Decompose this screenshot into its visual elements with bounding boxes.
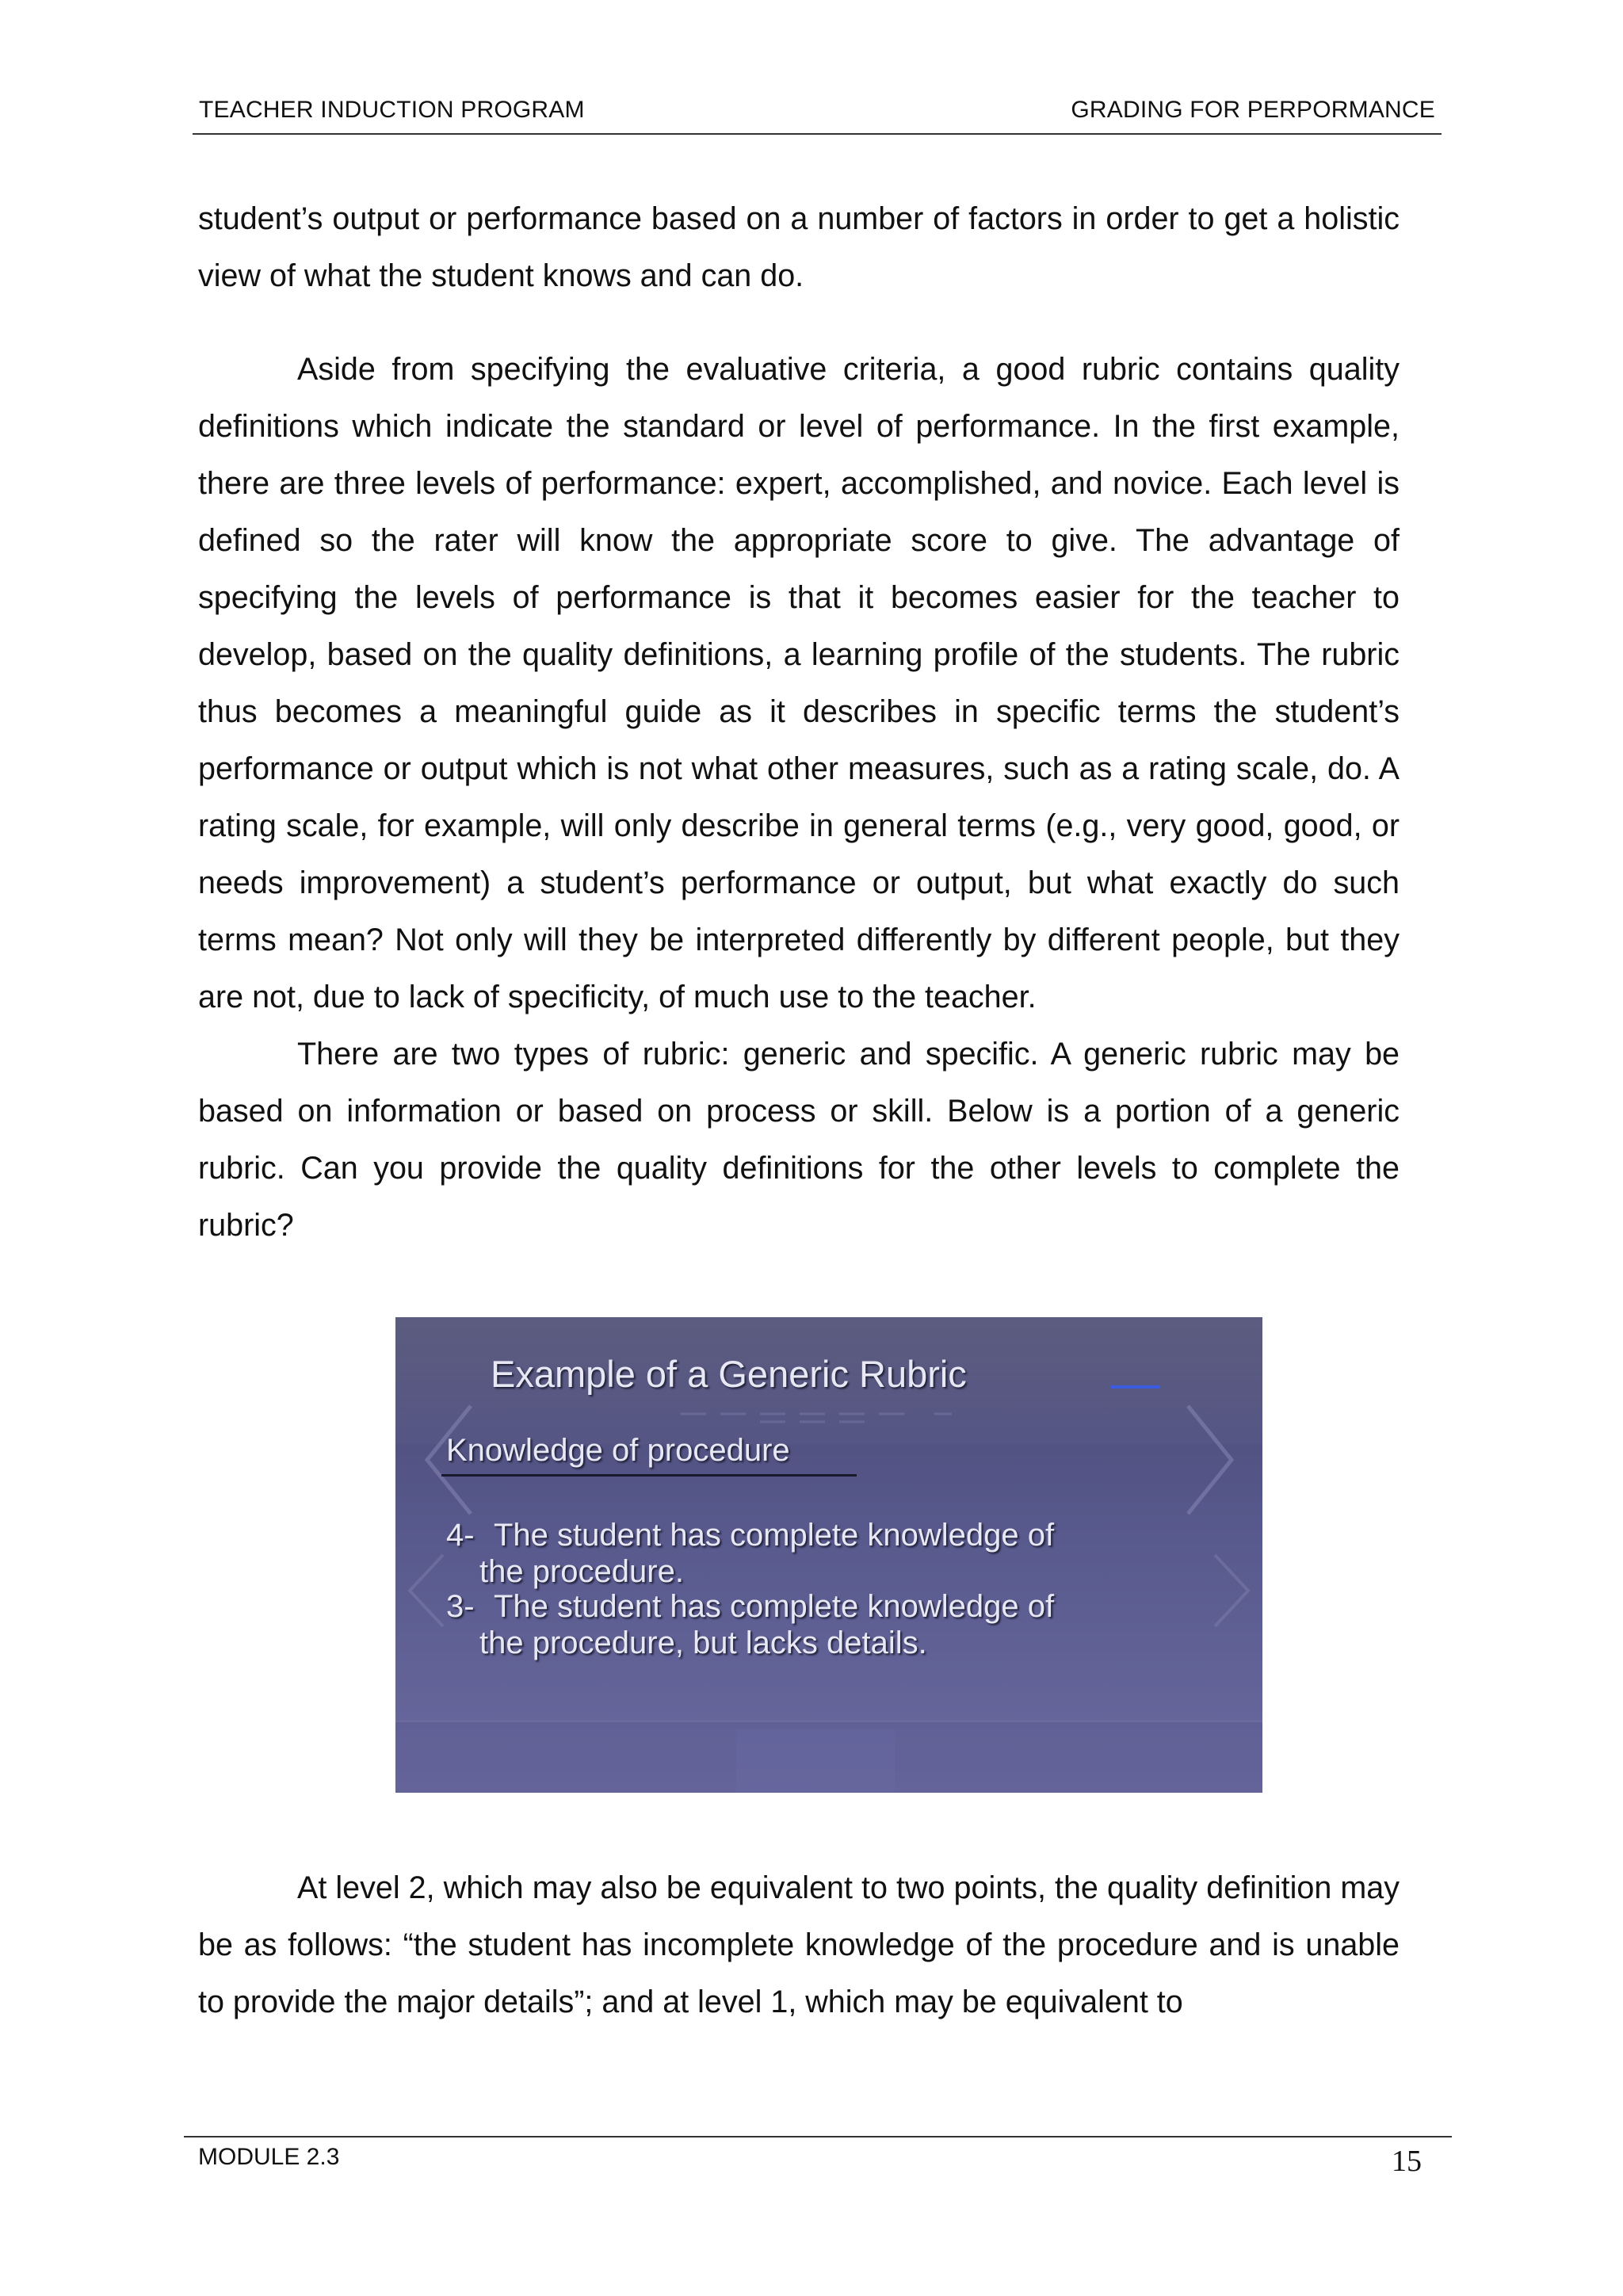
header-program-title: TEACHER INDUCTION PROGRAM (199, 97, 585, 123)
rubric-level-3-number: 3- (446, 1589, 475, 1624)
slide-title: Example of a Generic Rubric (491, 1353, 967, 1395)
rubric-level-4-text-line1: The student has complete knowledge of (494, 1518, 1055, 1553)
rubric-level-3 (446, 1588, 1054, 1661)
rubric-level-4-text-line2: the procedure. (479, 1554, 684, 1589)
body-text-bottom (198, 1859, 1400, 2030)
paragraph-4: At level 2, which may also be equivalent to two points, the quality definition may be as follows: “the student has incomplete knowledge of the procedure and is unable to provide the major details”; and at level 1, which may be equivalent to (198, 1870, 1400, 2019)
paragraph-3: There are two types of rubric: generic and specific. A generic rubric may be based on information or based on process or skill. Below is a portion of a generic rubric. Can you provide the quality definitions for the other levels to complete the rubric? (198, 1037, 1400, 1243)
rubric-level-3-text-line1: The student has complete knowledge of (494, 1589, 1055, 1624)
subtitle-underline (441, 1474, 857, 1477)
generic-rubric-slide (395, 1317, 1262, 1793)
page-number: 15 (1392, 2145, 1422, 2178)
page-footer (184, 2136, 1452, 2201)
rubric-level-4-number: 4- (446, 1518, 475, 1553)
paragraph-1: student’s output or performance based on a number of factors in order to get a holistic view of what the student knows and can do. (198, 201, 1400, 293)
rubric-level-4 (446, 1517, 1054, 1590)
paragraph-2: Aside from specifying the evaluative criteria, a good rubric contains quality definitions which indicate the standard or level of performance. In the first example, there are three levels of performance: expert, accomplished, and novice. Each level is defined so the rater will know the appropriate score to give. The advantage of specifying the levels of performance is that it becomes easier for the teacher to develop, based on the quality definitions, a learning profile of the students. The rubric thus becomes a meaningful guide as it describes in specific terms the student’s performance or output which is not what other measures, such as a rating scale, do. A rating scale, for example, will only describe in general terms (e.g., very good, good, or needs improvement) a student’s performance or output, but what exactly do such terms mean? Not only will they be interpreted differently by different people, but they are not, due to lack of specificity, of much use to the teacher. (198, 352, 1400, 1014)
body-text-top (198, 190, 1400, 1254)
slide-subtitle: Knowledge of procedure (446, 1433, 790, 1468)
slide-accent-line (1111, 1385, 1160, 1389)
footer-module-label: MODULE 2.3 (198, 2144, 340, 2170)
page-header (193, 94, 1442, 135)
header-section-title: GRADING FOR PERPORMANCE (1071, 97, 1435, 123)
rubric-level-3-text-line2: the procedure, but lacks details. (479, 1626, 927, 1660)
